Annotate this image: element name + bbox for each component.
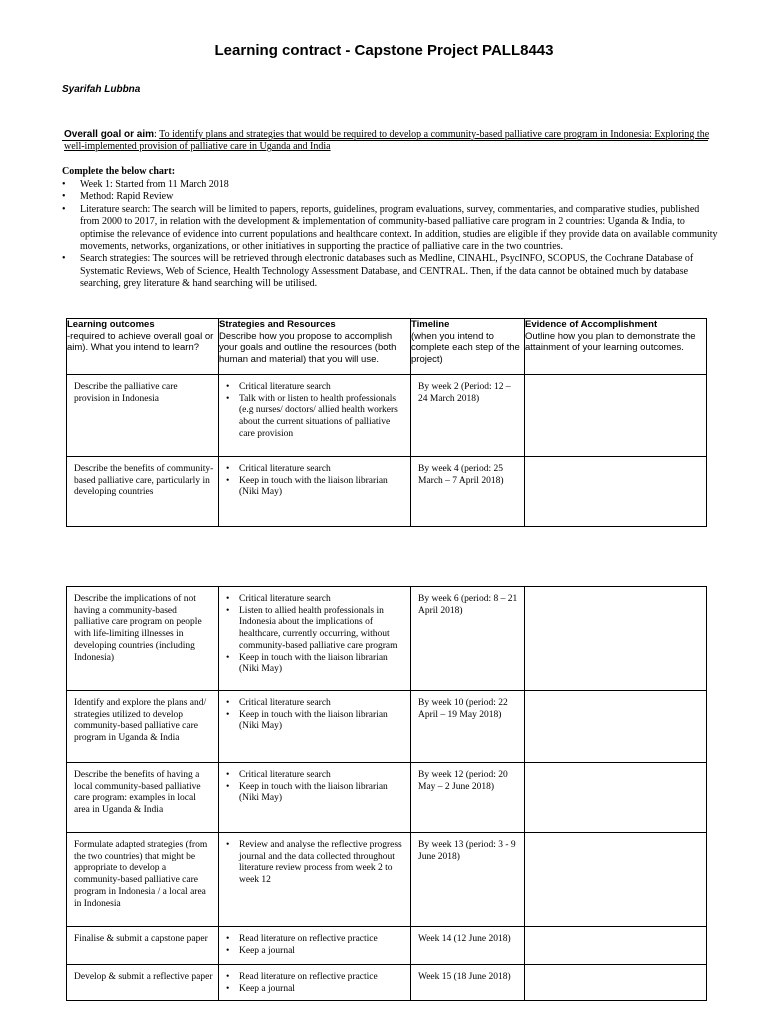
timeline-cell: By week 6 (period: 8 – 21 April 2018) [411,587,525,691]
learning-contract-table-2 [66,586,707,1001]
evidence-cell[interactable] [525,763,707,833]
evidence-cell[interactable] [525,927,707,965]
strategies-cell [219,457,411,527]
list-item: • Listen to allied health professionals in Indonesia about the implications of healthcare, currently occurring, without community-based palliative care program [226,606,406,653]
list-item: • Read literature on reflective practice [226,972,406,984]
evidence-cell[interactable] [525,965,707,1001]
list-item: • Keep in touch with the liaison librarian (Niki May) [226,710,406,733]
strategies-cell [219,763,411,833]
evidence-cell[interactable] [525,833,707,927]
goal-colon: : [154,129,160,140]
goal-rule [62,140,708,141]
strategies-cell [219,927,411,965]
timeline-cell: By week 4 (period: 25 March – 7 April 2018) [411,457,525,527]
learning-contract-table-1 [66,318,707,527]
evidence-cell[interactable] [525,457,707,527]
table-row [67,763,707,833]
header-evidence [525,319,707,375]
document-title: Learning contract - Capstone Project PALL8443 [214,42,554,59]
header-title: Strategies and Resources [219,319,336,330]
outcome-cell: Finalise & submit a capstone paper [67,927,219,965]
list-item: • Search strategies: The sources will be retrieved through electronic databases such as Medline, CINAHL, PsycINFO, SCOPUS, the Cochrane Database of Systematic Reviews, Web of Science, Health Technology Assessment Database, and CENTRAL. Then, if the data cannot be obtained much by database searching, grey literature & hand searching will be utilised. [62,253,718,290]
list-item: • Keep in touch with the liaison librarian (Niki May) [226,782,406,805]
timeline-cell: Week 15 (18 June 2018) [411,965,525,1001]
header-title: Timeline [411,319,450,330]
header-sub: (when you intend to complete each step of the project) [411,330,520,366]
header-timeline [411,319,525,375]
list-item: • Talk with or listen to health professionals (e.g nurses/ doctors/ allied health workers about the current situations of palliative care provision [226,394,406,441]
table-row [67,965,707,1001]
outcome-cell: Describe the benefits of having a local community-based palliative care program: examples in local area in Uganda & India [67,763,219,833]
strategies-cell [219,833,411,927]
strategies-cell [219,375,411,457]
evidence-cell[interactable] [525,375,707,457]
table-row [67,927,707,965]
timeline-cell: Week 14 (12 June 2018) [411,927,525,965]
strategies-cell [219,691,411,763]
header-strategies [219,319,411,375]
timeline-cell: By week 10 (period: 22 April – 19 May 2018) [411,691,525,763]
header-sub: Describe how you propose to accomplish your goals and outline the resources (both human and material) that you will use. [219,330,397,366]
list-item: • Keep a journal [226,984,406,996]
timeline-cell: By week 13 (period: 3 - 9 June 2018) [411,833,525,927]
instruction-list [62,179,718,291]
table-row [67,457,707,527]
list-item: • Review and analyse the reflective progress journal and the data collected throughout literature review process from week 2 to week 12 [226,840,406,887]
list-item: • Critical literature search [226,382,406,394]
header-sub: Outline how you plan to demonstrate the attainment of your learning outcomes. [525,330,696,354]
list-item: • Literature search: The search will be limited to papers, reports, guidelines, program evaluations, survey, commentaries, and comparative studies, published from 2000 to 2017, in relation with the development & implementation of community-based palliative care program in 2 countries: Uganda & India, to optimise the relevance of evidence into current populations and healthcare context. In addition, studies are eligible if they provide data on available community movements, networks, organizations, or other initiatives in supporting the practice of palliative care in the two countries. [62,204,718,254]
list-item: • Critical literature search [226,464,406,476]
goal-text: To identify plans and strategies that would be required to develop a community-based palliative care program in Indonesia: Exploring the well-implemented provision of palliative care in Uganda and India [64,129,710,152]
outcome-cell: Describe the palliative care provision in Indonesia [67,375,219,457]
list-item: • Week 1: Started from 11 March 2018 [62,179,718,191]
outcome-cell: Formulate adapted strategies (from the two countries) that might be appropriate to develop a community-based palliative care program in Indonesia / a local area in Indonesia [67,833,219,927]
list-item: • Keep in touch with the liaison librarian (Niki May) [226,476,406,499]
evidence-cell[interactable] [525,691,707,763]
table-row [67,833,707,927]
table-header-row [67,319,707,375]
complete-heading: Complete the below chart: [62,166,176,177]
table-row [67,691,707,763]
table-row [67,587,707,691]
strategies-cell [219,965,411,1001]
list-item: • Keep a journal [226,946,406,958]
outcome-cell: Identify and explore the plans and/ strategies utilized to develop community-based palliative care program in Uganda & India [67,691,219,763]
list-item: • Method: Rapid Review [62,191,718,203]
table-row [67,375,707,457]
header-title: Evidence of Accomplishment [525,319,658,330]
outcome-cell: Describe the benefits of community-based palliative care, particularly in developing countries [67,457,219,527]
goal-label: Overall goal or aim [64,129,155,140]
author-name: Syarifah Lubbna [62,84,141,95]
header-title: Learning outcomes [67,319,155,330]
outcome-cell: Develop & submit a reflective paper [67,965,219,1001]
timeline-cell: By week 12 (period: 20 May – 2 June 2018) [411,763,525,833]
list-item: • Critical literature search [226,770,406,782]
timeline-cell: By week 2 (Period: 12 – 24 March 2018) [411,375,525,457]
list-item: • Read literature on reflective practice [226,934,406,946]
list-item: • Keep in touch with the liaison librarian (Niki May) [226,653,406,676]
header-learning-outcomes [67,319,219,375]
list-item: • Critical literature search [226,594,406,606]
list-item: • Critical literature search [226,698,406,710]
header-sub: -required to achieve overall goal or aim). What you intend to learn? [67,330,214,354]
evidence-cell[interactable] [525,587,707,691]
strategies-cell [219,587,411,691]
outcome-cell: Describe the implications of not having a community-based palliative care program on people with life-limiting illnesses in developing countries (including Indonesia) [67,587,219,691]
overall-goal [64,129,714,153]
